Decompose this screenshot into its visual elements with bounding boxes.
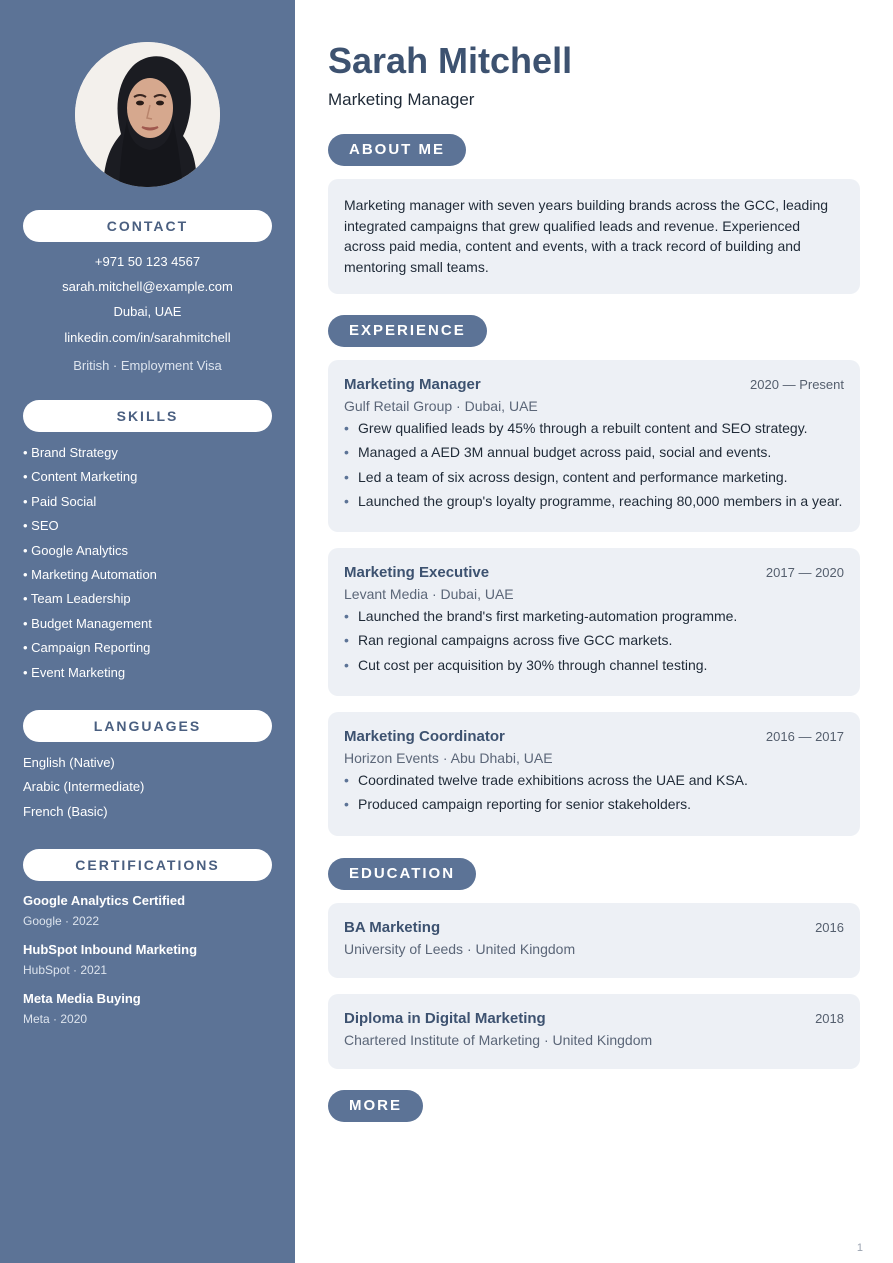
- skill-item: • Content Marketing: [23, 469, 138, 485]
- certification-item: [23, 942, 283, 977]
- skill-item: • Team Leadership: [23, 591, 131, 607]
- job-card: [328, 360, 860, 532]
- job-organization: Gulf Retail Group · Dubai, UAE: [344, 398, 538, 414]
- skill-item: • SEO: [23, 518, 59, 534]
- candidate-role: Marketing Manager: [328, 90, 475, 109]
- portrait-image: [75, 42, 220, 187]
- job-card: [328, 548, 860, 696]
- job-dates: 2017 — 2020: [765, 565, 844, 580]
- linkedin-text: linkedin.com/in/sarahmitchell: [64, 330, 231, 345]
- job-bullet: • Led a team of six across design, content and performance marketing.: [344, 468, 788, 485]
- nationality-text: British · Employment Visa: [73, 358, 222, 373]
- job-bullet: • Cut cost per acquisition by 30% through channel testing.: [344, 656, 708, 673]
- location-text: Dubai, UAE: [113, 304, 182, 319]
- job-bullet: • Ran regional campaigns across five GCC markets.: [344, 632, 673, 649]
- job-dates: 2020 — Present: [750, 377, 844, 392]
- education-heading: EDUCATION: [328, 858, 476, 890]
- about-heading: ABOUT ME: [328, 134, 466, 166]
- skill-item: • Google Analytics: [23, 542, 128, 558]
- education-card: [328, 903, 860, 978]
- page-number: 1: [856, 1242, 863, 1254]
- certification-meta: Google · 2022: [23, 914, 100, 928]
- skills-heading: SKILLS: [23, 400, 272, 432]
- sidebar: [0, 0, 295, 1263]
- education-card: [328, 994, 860, 1069]
- job-bullet: • Launched the brand's first marketing-automation programme.: [344, 608, 738, 624]
- certification-name: Meta Media Buying: [23, 991, 141, 1006]
- certification-item: [23, 893, 283, 928]
- skill-item: • Paid Social: [23, 493, 97, 509]
- job-organization: Horizon Events · Abu Dhabi, UAE: [344, 750, 553, 766]
- job-bullet: • Managed a AED 3M annual budget across paid, social and events.: [344, 444, 772, 461]
- candidate-name: Sarah Mitchell: [328, 40, 573, 81]
- job-bullet: • Launched the group's loyalty programme, reaching 80,000 members in a year.: [344, 493, 843, 510]
- job-organization: Levant Media · Dubai, UAE: [344, 586, 514, 602]
- email-text: sarah.mitchell@example.com: [62, 279, 233, 294]
- profile-photo: [75, 42, 220, 187]
- degree-year: 2018: [815, 1011, 844, 1026]
- skill-item: • Event Marketing: [23, 664, 126, 680]
- language-item: English (Native): [23, 755, 115, 770]
- school-name: University of Leeds · United Kingdom: [344, 941, 576, 957]
- language-item: French (Basic): [23, 803, 108, 819]
- certification-meta: HubSpot · 2021: [23, 963, 108, 977]
- degree-title: BA Marketing: [344, 919, 441, 936]
- job-card: [328, 712, 860, 836]
- certification-name: HubSpot Inbound Marketing: [23, 942, 198, 957]
- skill-item: • Marketing Automation: [23, 566, 157, 582]
- languages-heading: LANGUAGES: [23, 710, 272, 742]
- experience-heading: EXPERIENCE: [328, 315, 487, 347]
- language-item: Arabic (Intermediate): [23, 779, 145, 795]
- degree-title: Diploma in Digital Marketing: [344, 1010, 546, 1027]
- phone-text: +971 50 123 4567: [94, 254, 201, 269]
- job-title: Marketing Executive: [344, 564, 490, 581]
- skill-item: • Brand Strategy: [23, 445, 118, 460]
- job-title: Marketing Coordinator: [344, 728, 505, 745]
- more-heading: MORE: [328, 1090, 423, 1122]
- about-card: [328, 179, 860, 294]
- job-dates: 2016 — 2017: [765, 729, 844, 744]
- skill-item: • Campaign Reporting: [23, 640, 151, 656]
- degree-year: 2016: [815, 920, 844, 935]
- job-title: Marketing Manager: [344, 376, 481, 393]
- about-text: Marketing manager with seven years building brands across the GCC, leading integrated campaigns that grew qualified leads and revenue. Experienced across paid media, content and events, with a track record of building and mentoring small teams.: [344, 197, 829, 275]
- contact-heading: CONTACT: [23, 210, 272, 242]
- school-name: Chartered Institute of Marketing · United Kingdom: [344, 1032, 653, 1048]
- skills-list: [23, 444, 157, 688]
- languages-list: [23, 754, 144, 827]
- certification-name: Google Analytics Certified: [23, 893, 186, 908]
- job-bullet: • Produced campaign reporting for senior stakeholders.: [344, 796, 692, 813]
- skill-item: • Budget Management: [23, 615, 152, 631]
- job-bullet: • Coordinated twelve trade exhibitions across the UAE and KSA.: [344, 772, 748, 788]
- certification-meta: Meta · 2020: [23, 1012, 88, 1026]
- job-bullet: • Grew qualified leads by 45% through a rebuilt content and SEO strategy.: [344, 420, 808, 436]
- certifications-heading: CERTIFICATIONS: [23, 849, 272, 881]
- certification-item: [23, 991, 283, 1026]
